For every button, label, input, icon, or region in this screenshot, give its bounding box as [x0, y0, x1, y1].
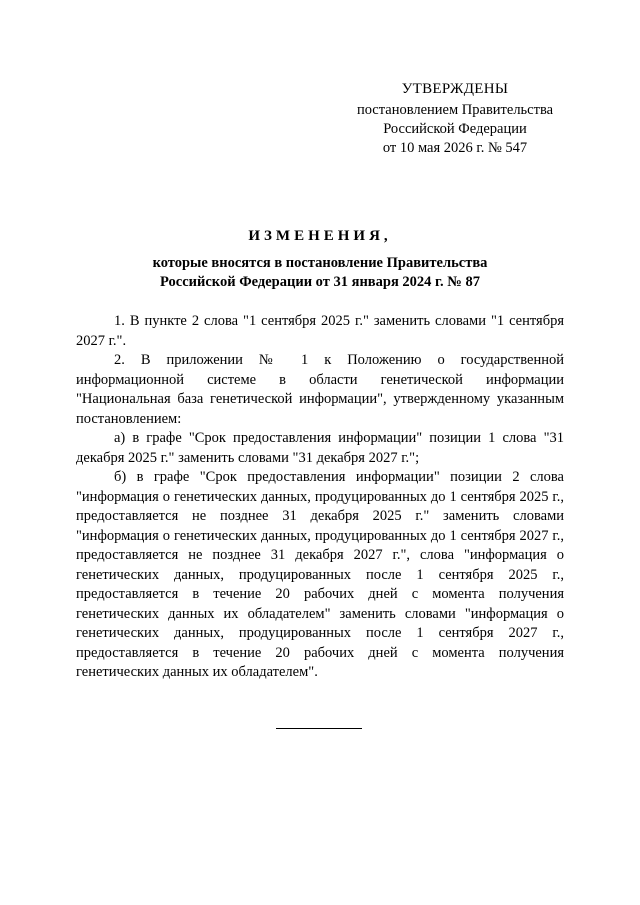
document-subtitle-line-2: Российской Федерации от 31 января 2024 г. № 87 [160, 274, 480, 290]
approval-stamp-block [340, 80, 570, 158]
approval-line-3: от 10 мая 2026 г. № 547 [382, 140, 528, 156]
document-subtitle-line-1: которые вносятся в постановление Правительства [152, 255, 488, 271]
paragraph-item-2: 2. В приложении № 1 к Положению о государственной информационной системе в области генетической информации "Национальная база генетической информации", утвержденному указанным постановлением: [76, 352, 564, 427]
document-title-block [76, 226, 564, 292]
paragraph-item-1: 1. В пункте 2 слова "1 сентября 2025 г." заменить словами "1 сентября 2027 г.". [76, 313, 564, 349]
approval-line-1: постановлением Правительства [356, 102, 554, 118]
approval-line-2: Российской Федерации [383, 121, 527, 137]
paragraph-subitem-a: а) в графе "Срок предоставления информации" позиции 1 слова "31 декабря 2025 г." заменить словами "31 декабря 2027 г."; [76, 430, 564, 466]
document-body [76, 312, 564, 683]
paragraph-subitem-b: б) в графе "Срок предоставления информации" позиции 2 слова "информация о генетических данных, продуцированных до 1 сентября 2025 г., предоставляется не позднее 31 декабря 2025 г." заменить словами "информация о генетических данных, продуцированных до 1 сентября 2027 г., предоставляется не позднее 31 декабря 2027 г.", слова "информация о генетических данных, продуцированных после 1 сентября 2025 г., предоставляется в течение 20 рабочих дней с момента получения генетических данных их обладателем" заменить словами "информация о генетических данных, продуцированных после 1 сентября 2027 г., предоставляется в течение 20 рабочих дней с момента получения генетических данных их обладателем". [76, 469, 564, 680]
document-title: ИЗМЕНЕНИЯ, [248, 228, 392, 244]
approved-label: УТВЕРЖДЕНЫ [401, 81, 509, 97]
end-of-document-divider [276, 728, 362, 729]
